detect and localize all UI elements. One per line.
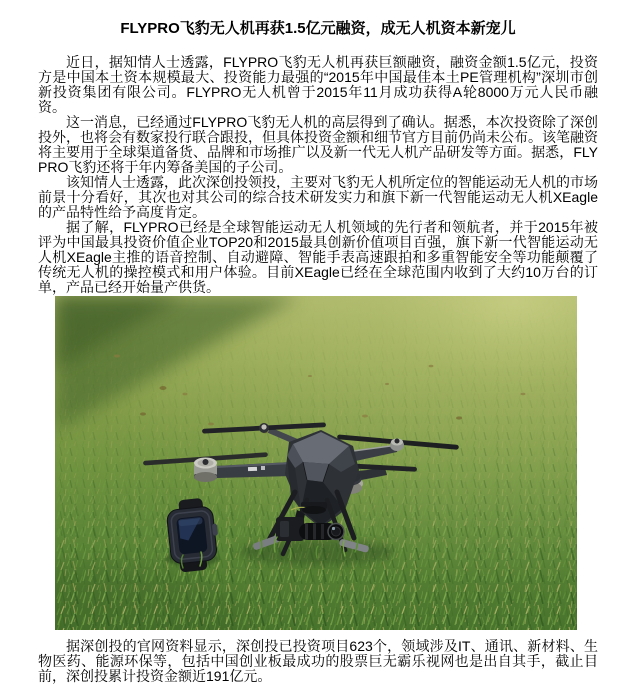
drone-photo-art xyxy=(55,296,577,630)
paragraph-2: 这一消息，已经通过FLYPRO飞豹无人机的高层得到了确认。据悉，本次投资除了深创投外，也将会有数家投行联合跟投，但具体投资金额和细节官方目前仍尚未公布。该笔融资将主要用于全球渠道备货、品牌和市场推广以及新一代无人机产品研发等方面。据悉，FLYPRO飞豹还将于年内筹备美国的子公司。 xyxy=(38,114,598,175)
paragraph-1: 近日，据知情人士透露，FLYPRO飞豹无人机再获巨额融资，融资金额1.5亿元，投资方是中国本土资本规模最大、投资能力最强的“2015年中国最佳本土PE管理机构”深圳市创新投资集团有限公司。FLYPRO无人机曾于2015年11月成功获得A轮8000万元人民币融资。 xyxy=(38,54,598,115)
article-title: FLYPRO飞豹无人机再获1.5亿元融资，成无人机资本新宠儿 xyxy=(120,20,516,37)
flypro-logo-mark xyxy=(248,467,257,471)
paragraph-3: 该知情人士透露，此次深创投领投，主要对飞豹无人机所定位的智能运动无人机的市场前景十分看好，其次也对其公司的综合技术研发实力和旗下新一代智能运动无人机XEagle的产品特性给予高度肯定。 xyxy=(38,174,598,220)
paragraph-4: 据了解，FLYPRO已经是全球智能运动无人机领域的先行者和领航者，并于2015年被评为中国最具投资价值企业TOP20和2015最具创新价值项目百强，旗下新一代智能运动无人机XEagle主推的语音控制、自动避障、智能手表高速跟拍和多重智能安全等功能颠覆了传统无人机的操控模式和用户体验。目前XEagle已经在全球范围内收到了大约10万台的订单，产品已经开始量产供货。 xyxy=(38,219,598,295)
paragraph-5: 据深创投的官网资料显示，深创投已投资项目623个，领域涉及IT、通讯、新材料、生物医药、能源环保等，包括中国创业板最成功的股票巨无霸乐视网也是出自其手，截止目前，深创投累计投资金额近191亿元。 xyxy=(38,638,598,684)
drone-photo xyxy=(55,296,577,630)
